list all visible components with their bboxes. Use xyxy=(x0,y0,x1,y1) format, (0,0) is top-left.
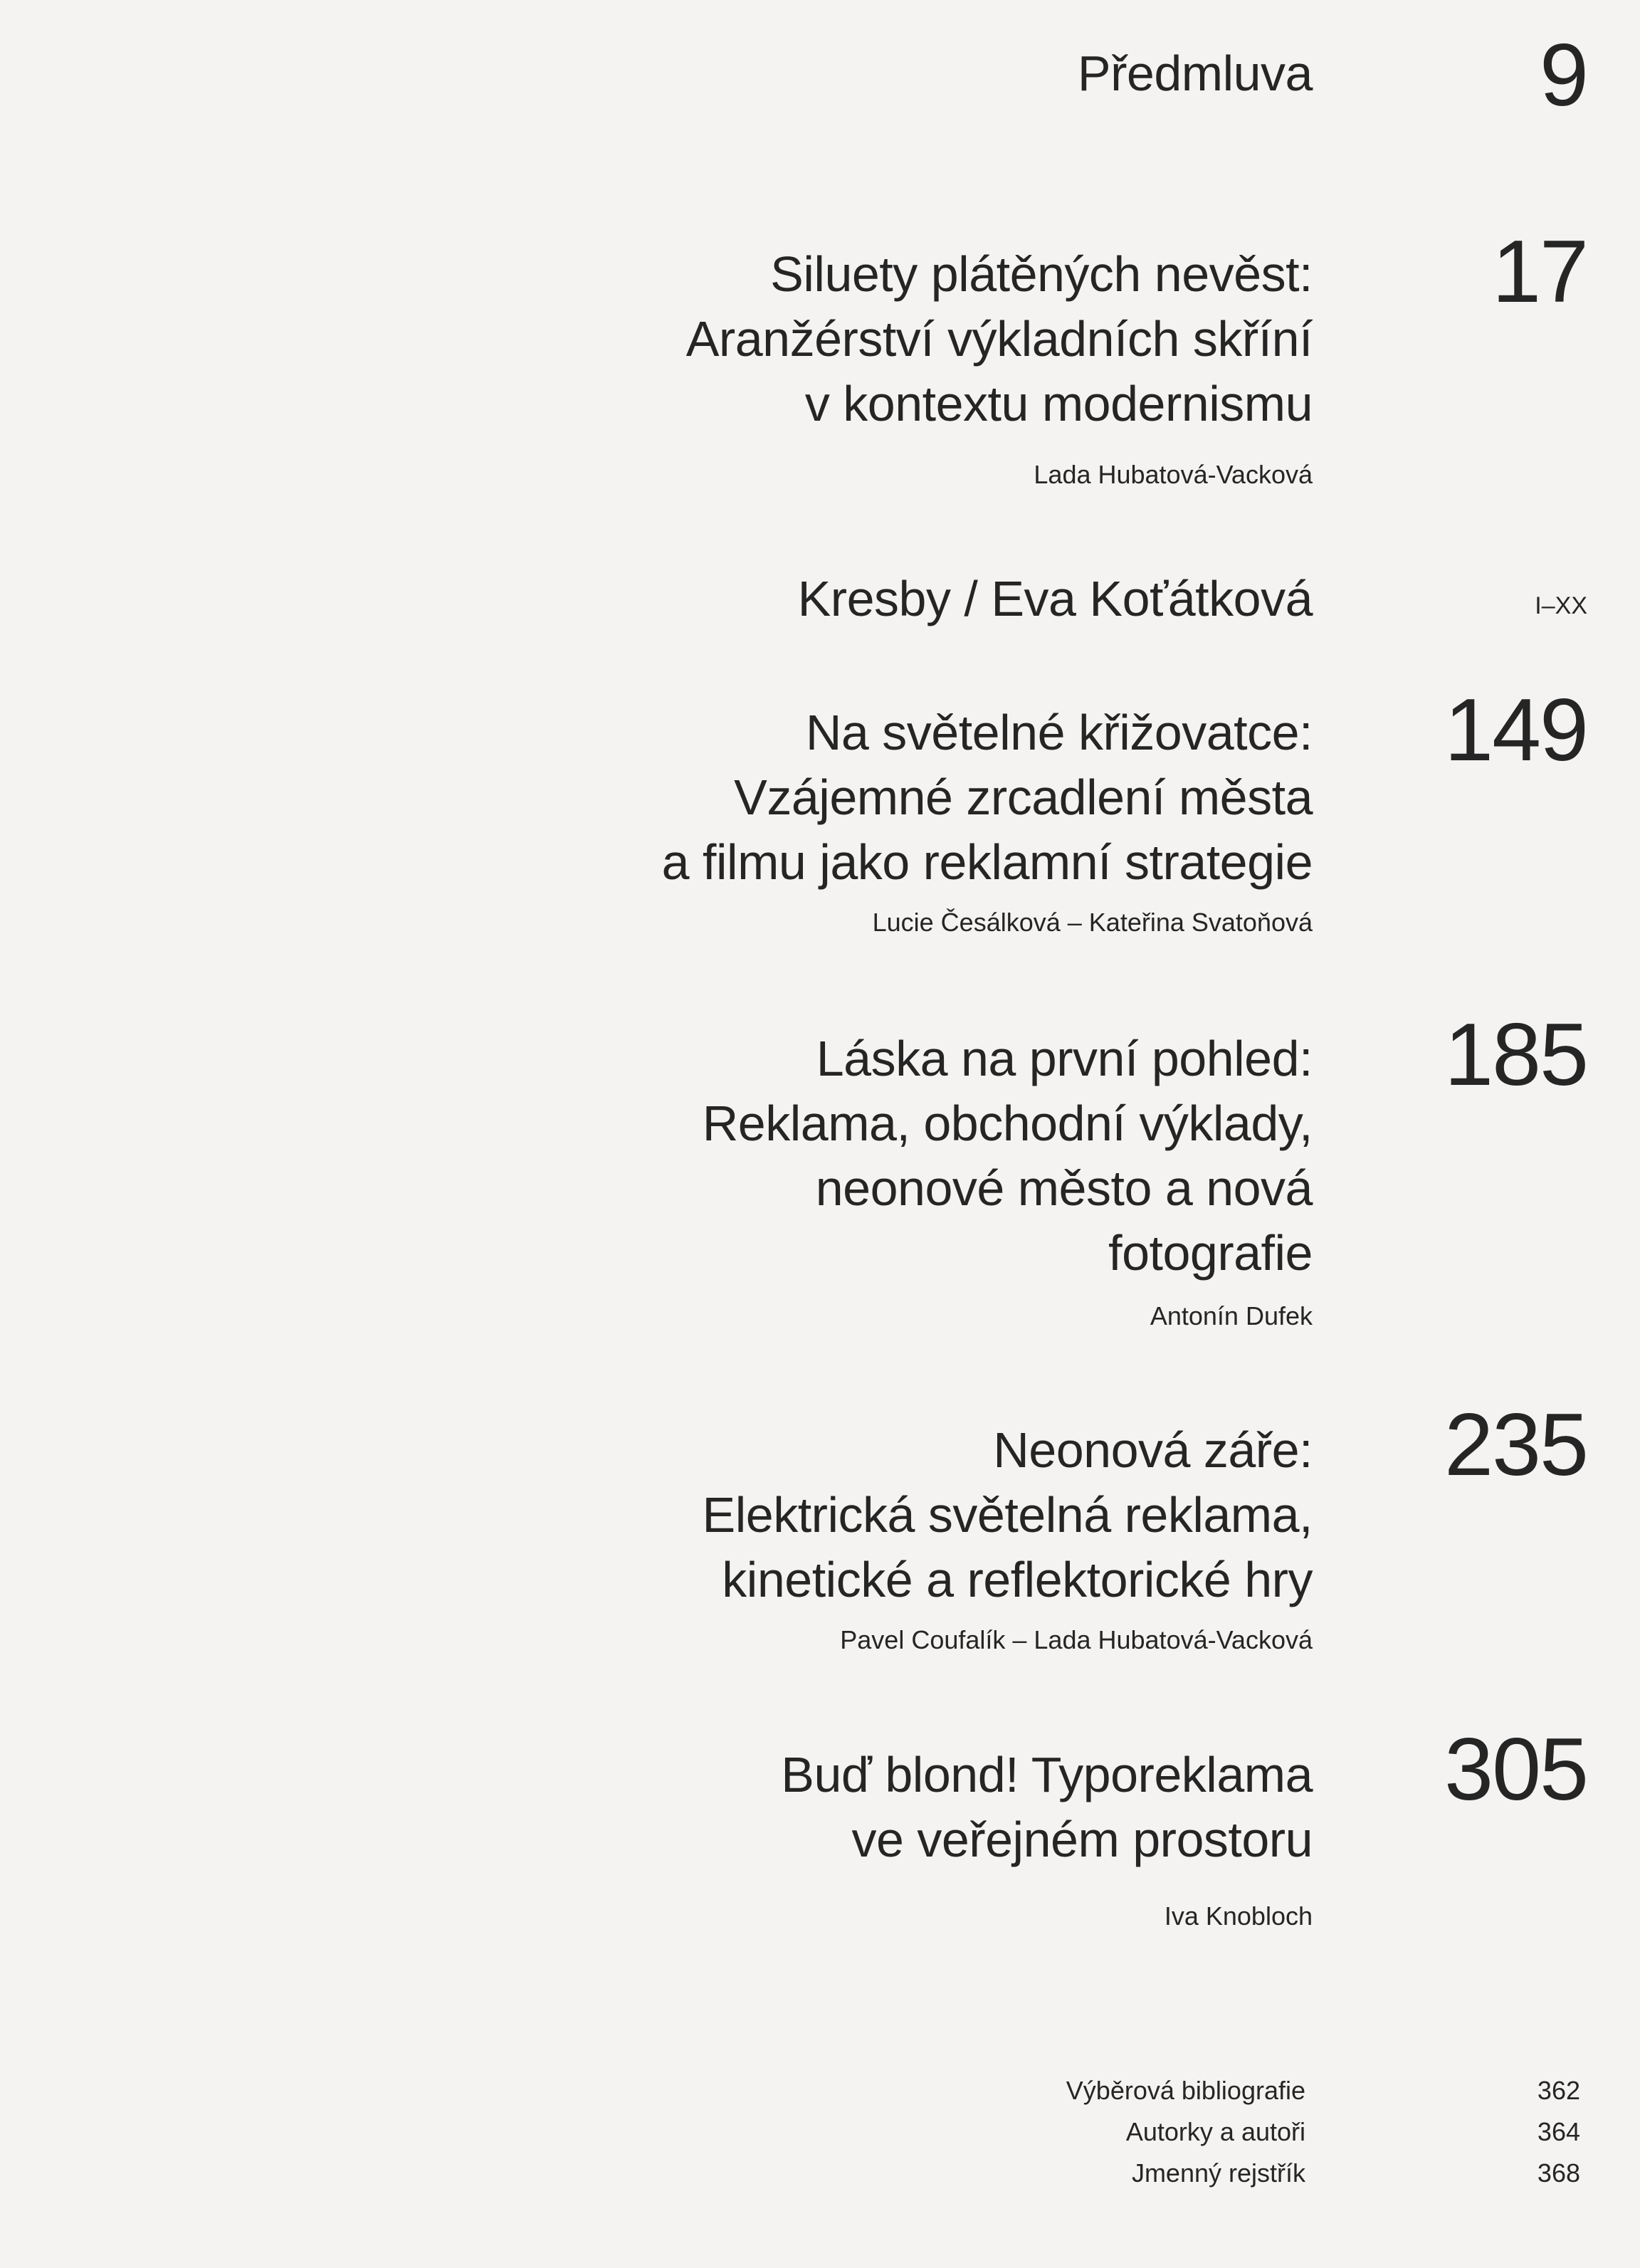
entry-author: Lucie Česálková – Kateřina Svatoňová xyxy=(872,908,1313,937)
entry-title xyxy=(798,567,1313,631)
appendix-row xyxy=(0,2070,1640,2111)
entry-page-number: 185 xyxy=(1444,1006,1587,1104)
title-line: Vzájemné zrcadlení města xyxy=(734,770,1313,825)
title-line: Buď blond! Typoreklama xyxy=(781,1747,1313,1802)
entry-title xyxy=(662,700,1313,895)
title-line: ve veřejném prostoru xyxy=(851,1812,1313,1867)
entry-author: Antonín Dufek xyxy=(1150,1301,1313,1330)
title-line: Kresby / Eva Koťátková xyxy=(797,571,1313,626)
title-line: Předmluva xyxy=(1077,46,1313,101)
appendix-label: Jmenný rejstřík xyxy=(1131,2158,1305,2188)
title-line: a filmu jako reklamní strategie xyxy=(661,834,1313,890)
entry-page-number: I–XX xyxy=(1535,592,1587,619)
entry-page-number: 235 xyxy=(1444,1396,1587,1494)
toc-appendix xyxy=(0,2070,1640,2194)
entry-page-number: 17 xyxy=(1492,223,1587,321)
title-line: Na světelné křižovatce: xyxy=(805,705,1313,760)
title-line: v kontextu modernismu xyxy=(804,376,1313,431)
appendix-row xyxy=(0,2111,1640,2153)
title-line: kinetické a reflektorické hry xyxy=(722,1552,1313,1607)
entry-author: Pavel Coufalík – Lada Hubatová-Vacková xyxy=(840,1625,1313,1654)
title-line: Aranžérství výkladních skříní xyxy=(685,311,1313,367)
entry-title xyxy=(781,1743,1313,1872)
appendix-label: Výběrová bibliografie xyxy=(1066,2076,1305,2105)
title-line: neonové město a nová xyxy=(815,1160,1313,1216)
entry-author: Lada Hubatová-Vacková xyxy=(1034,460,1313,489)
entry-author: Iva Knobloch xyxy=(1164,1901,1313,1931)
entry-page-number: 149 xyxy=(1444,681,1587,779)
title-line: fotografie xyxy=(1108,1225,1313,1281)
title-line: Elektrická světelná reklama, xyxy=(702,1487,1313,1543)
title-line: Láska na první pohled: xyxy=(816,1031,1313,1086)
entry-title xyxy=(703,1027,1313,1286)
entry-page-number: 9 xyxy=(1540,26,1587,125)
title-line: Neonová záře: xyxy=(993,1422,1313,1478)
appendix-page-number: 364 xyxy=(1537,2117,1580,2146)
entry-page-number: 305 xyxy=(1444,1721,1587,1819)
entry-title xyxy=(1078,41,1313,106)
entry-title xyxy=(686,242,1313,436)
appendix-page-number: 368 xyxy=(1537,2158,1580,2188)
title-line: Siluety plátěných nevěst: xyxy=(770,246,1313,302)
appendix-page-number: 362 xyxy=(1537,2076,1580,2105)
appendix-row xyxy=(0,2153,1640,2194)
entry-title xyxy=(703,1418,1313,1612)
appendix-label: Autorky a autoři xyxy=(1125,2117,1305,2146)
title-line: Reklama, obchodní výklady, xyxy=(702,1096,1313,1151)
